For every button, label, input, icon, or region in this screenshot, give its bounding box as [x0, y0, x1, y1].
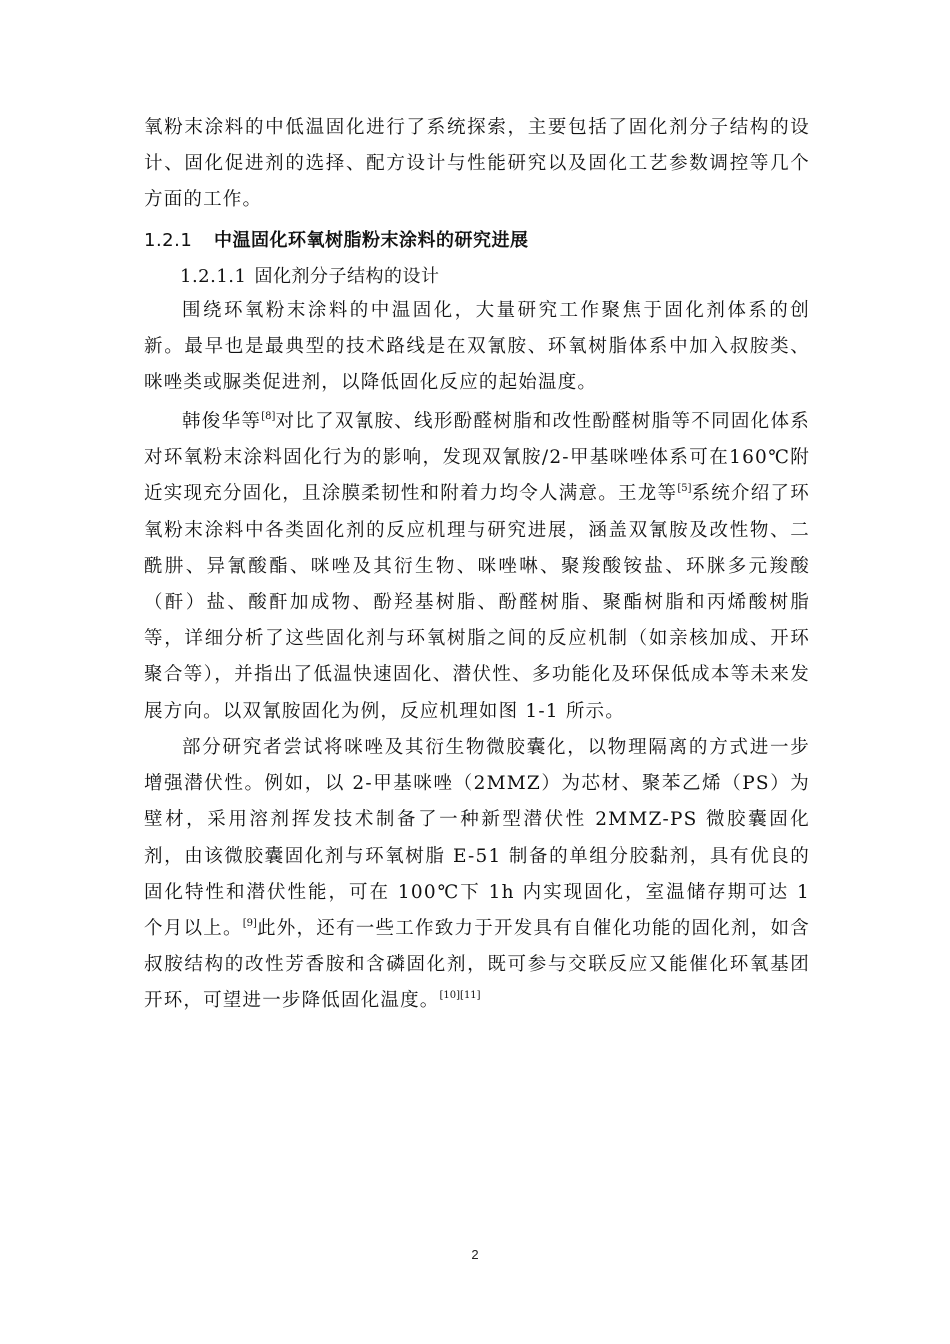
paragraph-text: 部分研究者尝试将咪唑及其衍生物微胶囊化，以物理隔离的方式进一步增强潜伏性。例如，以 2-甲基咪唑（2MMZ）为芯材、聚苯乙烯（PS）为壁材，采用溶剂挥发技术制备了一种新型潜伏性 2MMZ-PS 微胶囊固化剂，由该微胶囊固化剂与环氧树脂 E-51 制备的单组分胶黏剂，具有优良的固化特性和潜伏性能，可在 100℃下 1h 内实现固化，室温储存期可达 1 个月以上。 [144, 737, 810, 940]
citation: [5] [677, 483, 692, 495]
section-heading [144, 226, 529, 256]
section-title: 中温固化环氧树脂粉末涂料的研究进展 [214, 230, 529, 251]
paragraph-text: 韩俊华等 [182, 411, 262, 432]
citation: [9] [242, 918, 257, 930]
paragraph-curing-agent-innovation: 围绕环氧粉末涂料的中温固化，大量研究工作聚焦于固化剂体系的创新。最早也是最典型的技术路线是在双氰胺、环氧树脂体系中加入叔胺类、咪唑类或脲类促进剂，以降低固化反应的起始温度。 [144, 300, 810, 394]
subsection-number: 1.2.1.1 [180, 266, 247, 287]
paragraph-microcapsule-research [144, 730, 810, 1020]
section-number: 1.2.1 [144, 230, 193, 251]
paragraph-text: 系统介绍了环氧粉末涂料中各类固化剂的反应机理与研究进展，涵盖双氰胺及改性物、二酰肼、异氰酸酯、咪唑及其衍生物、咪唑啉、聚羧酸铵盐、环脒多元羧酸（酐）盐、酸酐加成物、酚羟基树脂、酚醛树脂、聚酯树脂和丙烯酸树脂等，详细分析了这些固化剂与环氧树脂之间的反应机制（如亲核加成、开环聚合等），并指出了低温快速固化、潜伏性、多功能化及环保低成本等未来发展方向。以双氰胺固化为例，反应机理如图 1-1 所示。 [144, 483, 810, 722]
citation: [8] [261, 411, 276, 422]
citation: [10][11] [439, 990, 481, 1002]
intro-paragraph: 氧粉末涂料的中低温固化进行了系统探索，主要包括了固化剂分子结构的设计、固化促进剂的选择、配方设计与性能研究以及固化工艺参数调控等几个方面的工作。 [144, 117, 810, 211]
paragraph-text: 此外，还有一些工作致力于开发具有自催化功能的固化剂，如含叔胺结构的改性芳香胺和含磷固化剂，既可参与交联反应又能催化环氧基团开环，可望进一步降低固化温度。 [144, 918, 810, 1012]
paragraph-text: 对比了双氰胺、线形酚醛树脂和改性酚醛树脂等不同固化体系对环氧粉末涂料固化行为的影响，发现双氰胺/2-甲基咪唑体系可在160℃附近实现充分固化，且涂膜柔韧性和附着力均令人满意。王龙等 [144, 411, 810, 505]
page-number: 2 [471, 1247, 479, 1262]
subsection-heading [180, 262, 439, 292]
paragraph-curing-systems-review [144, 404, 810, 730]
subsection-title: 固化剂分子结构的设计 [254, 266, 440, 287]
